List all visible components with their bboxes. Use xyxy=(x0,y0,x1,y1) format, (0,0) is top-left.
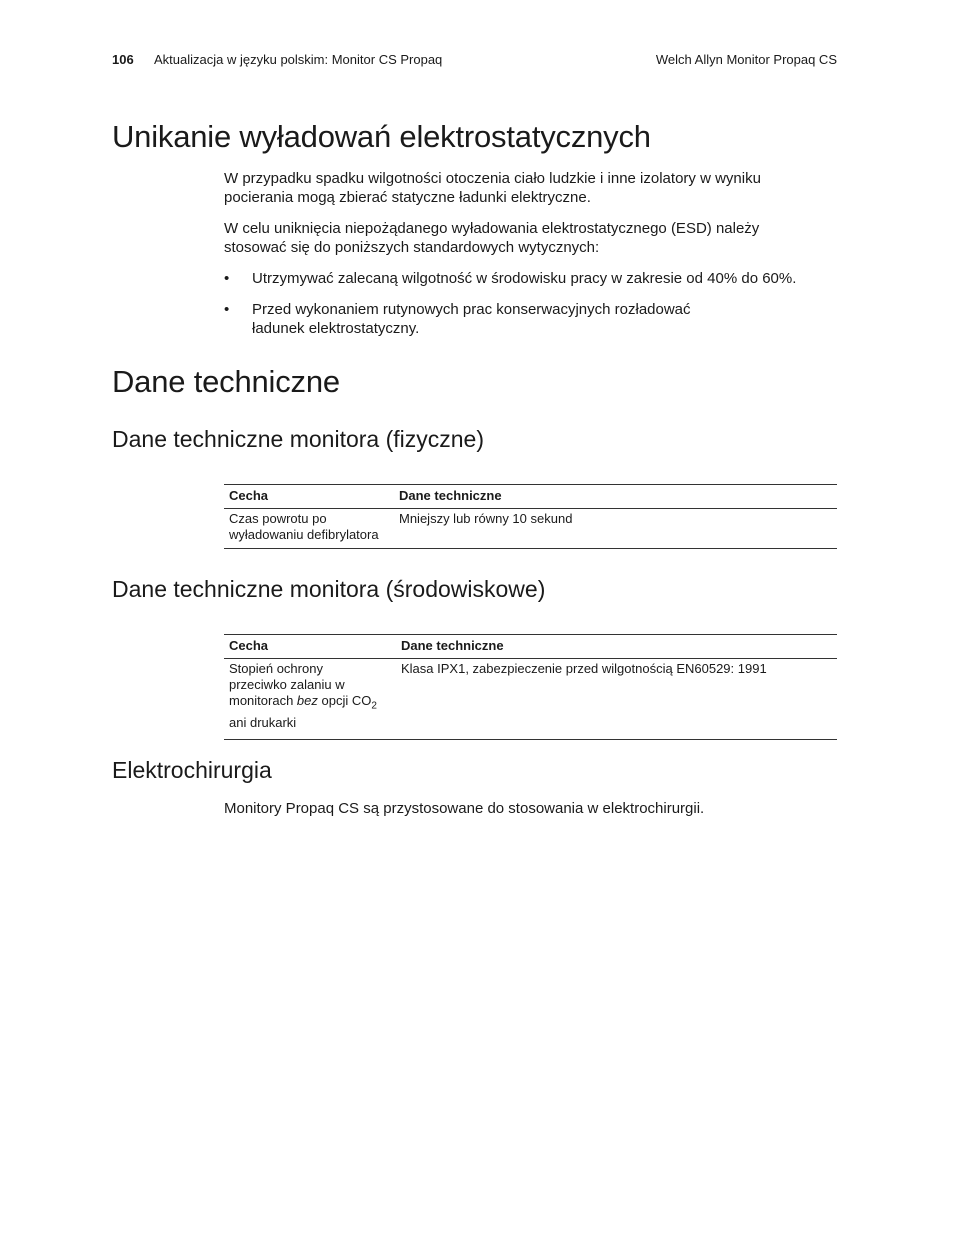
spec-cell: Klasa IPX1, zabezpieczenie przed wilgotnością EN60529: 1991 xyxy=(396,659,837,740)
feature-line: Czas powrotu po xyxy=(229,511,327,526)
feature-line: Stopień ochrony xyxy=(229,661,323,676)
bullet-text: Utrzymywać zalecaną wilgotność w środowisku pracy w zakresie od 40% do 60%. xyxy=(252,270,797,287)
feature-cell xyxy=(224,659,396,740)
esd-section-title: Unikanie wyładowań elektrostatycznych xyxy=(112,119,651,154)
table-header-row xyxy=(224,485,837,509)
feature-line: ani drukarki xyxy=(229,714,297,730)
co2-subscript: 2 xyxy=(371,700,377,712)
bullet-marker: • xyxy=(224,270,230,287)
feature-line: wyładowaniu defibrylatora xyxy=(229,527,379,542)
physical-specs-table xyxy=(224,484,837,549)
physical-specs-title: Dane techniczne monitora (fizyczne) xyxy=(112,426,484,452)
feature-line: przeciwko zalaniu w xyxy=(229,677,345,692)
feature-text: monitorach xyxy=(229,693,297,708)
header-product-name: Welch Allyn Monitor Propaq CS xyxy=(655,52,837,67)
bullet-marker: • xyxy=(224,301,230,318)
bullet-text-line: Przed wykonaniem rutynowych prac konserwacyjnych rozładować xyxy=(252,301,691,318)
feature-emphasis: bez xyxy=(296,693,318,708)
page-header xyxy=(112,52,837,70)
feature-text: opcji CO xyxy=(317,693,372,708)
specs-section-title: Dane techniczne xyxy=(112,364,340,399)
environmental-specs-title: Dane techniczne monitora (środowiskowe) xyxy=(112,576,546,602)
esd-intro-paragraph: W przypadku spadku wilgotności otoczenia ciało ludzkie i inne izolatory w wyniku pocierania mogą zbierać statyczne ładunki elektryczne. xyxy=(224,170,761,206)
column-header-feature: Cecha xyxy=(224,485,394,509)
table-row xyxy=(224,659,837,740)
column-header-feature: Cecha xyxy=(224,635,396,659)
esd-guidelines-paragraph: W celu uniknięcia niepożądanego wyładowania elektrostatycznego (ESD) należy stosować się do poniższych standardowych wytycznych: xyxy=(224,220,760,256)
column-header-spec: Dane techniczne xyxy=(394,485,837,509)
feature-cell xyxy=(224,509,394,549)
bullet-text xyxy=(252,300,691,338)
environmental-specs-table xyxy=(224,634,837,740)
table-header-row xyxy=(224,635,837,659)
feature-line xyxy=(229,693,377,712)
header-document-title: Aktualizacja w języku polskim: Monitor CS Propaq xyxy=(154,52,443,67)
spec-cell: Mniejszy lub równy 10 sekund xyxy=(394,509,837,549)
electrosurgery-paragraph: Monitory Propaq CS są przystosowane do stosowania w elektrochirurgii. xyxy=(224,800,705,817)
column-header-spec: Dane techniczne xyxy=(396,635,837,659)
table-row xyxy=(224,509,837,549)
bullet-text-line: ładunek elektrostatyczny. xyxy=(252,320,420,337)
electrosurgery-title: Elektrochirurgia xyxy=(112,757,272,783)
page-number: 106 xyxy=(112,52,134,67)
